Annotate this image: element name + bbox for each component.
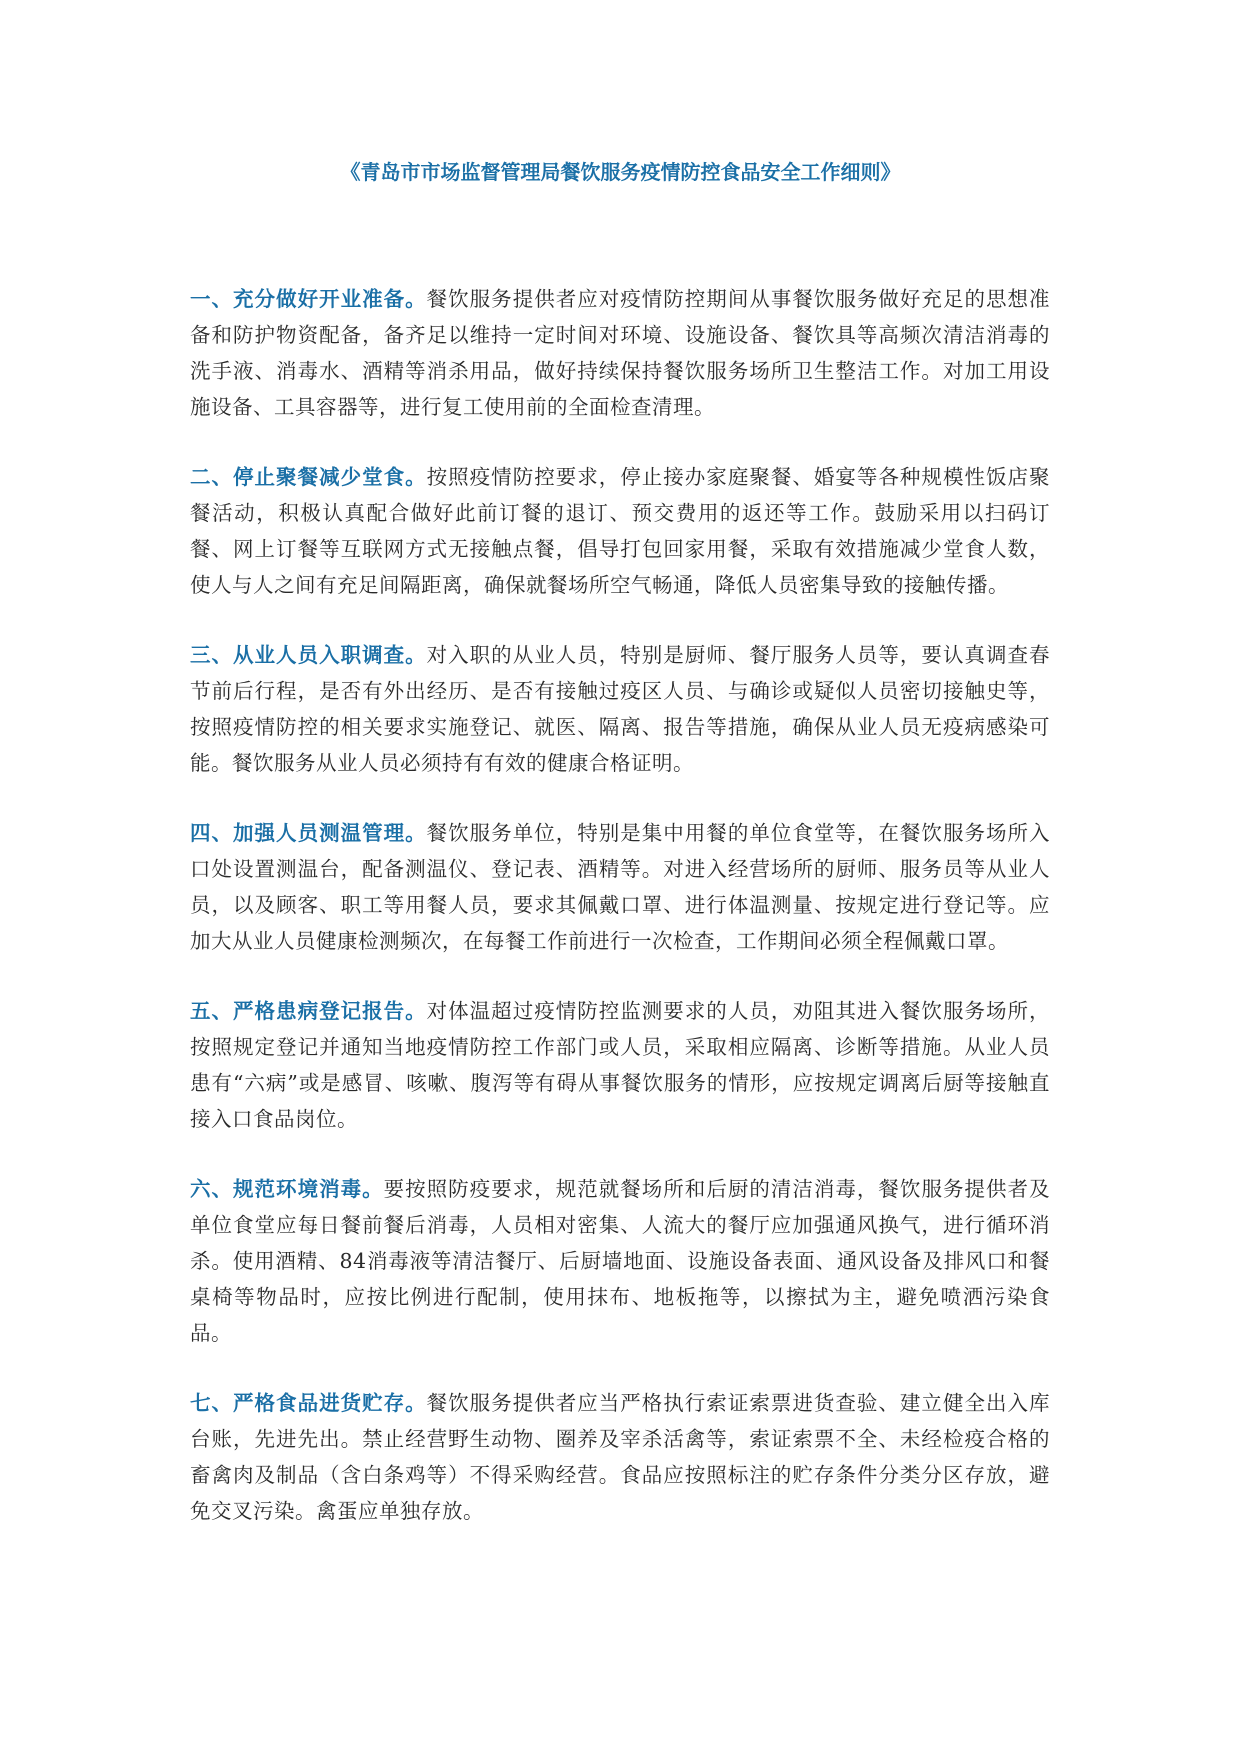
section-heading: 六、规范环境消毒。 — [190, 1177, 384, 1201]
section-2 — [190, 459, 1050, 603]
section-5 — [190, 993, 1050, 1137]
section-3 — [190, 637, 1050, 781]
section-body: 对入职的从业人员，特别是厨师、餐厅服务人员等，要认真调查春节前后行程，是否有外出经历、是否有接触过疫区人员、与确诊或疑似人员密切接触史等，按照疫情防控的相关要求实施登记、就医、隔离、报告等措施，确保从业人员无疫病感染可能。餐饮服务从业人员必须持有有效的健康合格证明。 — [190, 643, 1050, 775]
sections-container — [190, 281, 1050, 1563]
section-heading: 二、停止聚餐减少堂食。 — [190, 465, 427, 489]
section-body: 餐饮服务提供者应对疫情防控期间从事餐饮服务做好充足的思想准备和防护物资配备，备齐足以维持一定时间对环境、设施设备、餐饮具等高频次清洁消毒的洗手液、消毒水、酒精等消杀用品，做好持续保持餐饮服务场所卫生整洁工作。对加工用设施设备、工具容器等，进行复工使用前的全面检查清理。 — [190, 287, 1050, 419]
section-body: 按照疫情防控要求，停止接办家庭聚餐、婚宴等各种规模性饭店聚餐活动，积极认真配合做好此前订餐的退订、预交费用的返还等工作。鼓励采用以扫码订餐、网上订餐等互联网方式无接触点餐，倡导打包回家用餐，采取有效措施减少堂食人数，使人与人之间有充足间隔距离，确保就餐场所空气畅通，降低人员密集导致的接触传播。 — [190, 465, 1050, 597]
document-title: 《青岛市市场监督管理局餐饮服务疫情防控食品安全工作细则》 — [340, 160, 901, 184]
section-body: 餐饮服务单位，特别是集中用餐的单位食堂等，在餐饮服务场所入口处设置测温台，配备测温仪、登记表、酒精等。对进入经营场所的厨师、服务员等从业人员，以及顾客、职工等用餐人员，要求其佩戴口罩、进行体温测量、按规定进行登记等。应加大从业人员健康检测频次，在每餐工作前进行一次检查，工作期间必须全程佩戴口罩。 — [190, 821, 1050, 953]
section-1 — [190, 281, 1050, 425]
section-body: 要按照防疫要求，规范就餐场所和后厨的清洁消毒，餐饮服务提供者及单位食堂应每日餐前餐后消毒，人员相对密集、人流大的餐厅应加强通风换气，进行循环消杀。使用酒精、84消毒液等清洁餐厅、后厨墙地面、设施设备表面、通风设备及排风口和餐桌椅等物品时，应按比例进行配制，使用抹布、地板拖等，以擦拭为主，避免喷洒污染食品。 — [190, 1177, 1051, 1345]
section-7 — [190, 1385, 1050, 1529]
section-6 — [190, 1171, 1050, 1351]
section-heading: 四、加强人员测温管理。 — [190, 821, 427, 845]
section-heading: 七、严格食品进货贮存。 — [190, 1391, 427, 1415]
section-4 — [190, 815, 1050, 959]
section-heading: 五、严格患病登记报告。 — [190, 999, 427, 1023]
section-heading: 一、充分做好开业准备。 — [190, 287, 427, 311]
section-heading: 三、从业人员入职调查。 — [190, 643, 427, 667]
section-body: 对体温超过疫情防控监测要求的人员，劝阻其进入餐饮服务场所，按照规定登记并通知当地疫情防控工作部门或人员，采取相应隔离、诊断等措施。从业人员患有“六病”或是感冒、咳嗽、腹泻等有碍从事餐饮服务的情形，应按规定调离后厨等接触直接入口食品岗位。 — [190, 999, 1050, 1131]
section-body: 餐饮服务提供者应当严格执行索证索票进货查验、建立健全出入库台账，先进先出。禁止经营野生动物、圈养及宰杀活禽等，索证索票不全、未经检疫合格的畜禽肉及制品（含白条鸡等）不得采购经营。食品应按照标注的贮存条件分类分区存放，避免交叉污染。禽蛋应单独存放。 — [190, 1391, 1050, 1523]
